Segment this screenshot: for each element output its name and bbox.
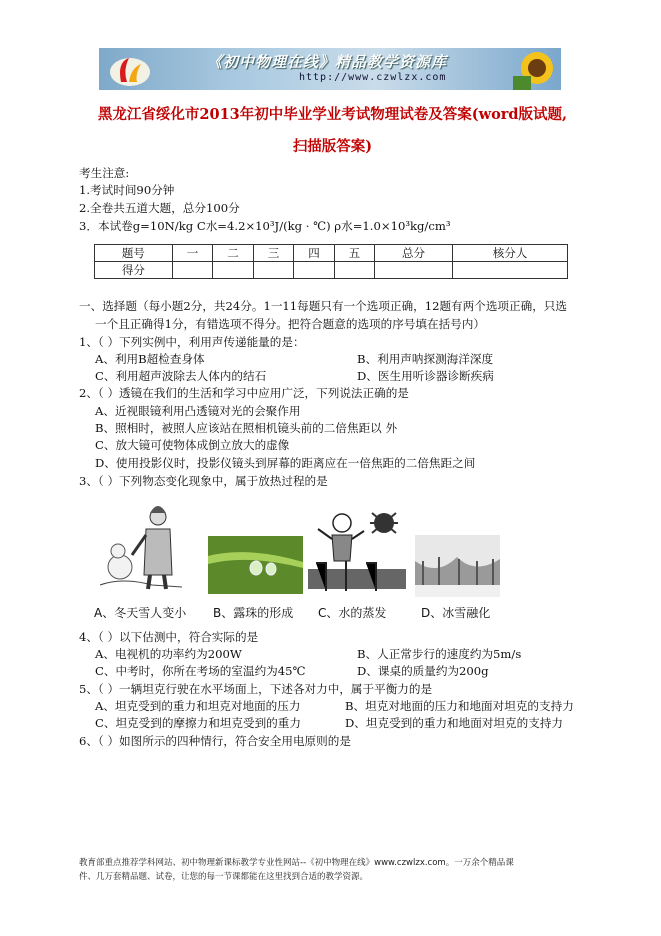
score-table-header: 核分人: [452, 245, 567, 262]
score-cell: [172, 262, 212, 279]
q1-option-a: A、利用B超检查身体: [95, 352, 205, 366]
q4-option-b: B、人正常步行的速度约为5m/s: [357, 647, 522, 661]
score-table-row: [95, 262, 568, 279]
q2-option-c: C、放大镜可使物体成倒立放大的虚像: [95, 438, 290, 452]
doc-title-line1: 黑龙江省绥化市2013年初中毕业学业考试物理试卷及答案(word版试题,: [97, 106, 568, 123]
score-table-header: 二: [213, 245, 253, 262]
q4-option-d: D、课桌的质量约为200g: [357, 664, 489, 678]
notice-item-2: 2.全卷共五道大题，总分100分: [79, 201, 240, 215]
score-table-header: 四: [294, 245, 334, 262]
snowman-figure: [92, 495, 184, 595]
q3-caption-c: C、水的蒸发: [318, 606, 387, 620]
q5-option-a: A、坦克受到的重力和坦克对地面的压力: [95, 699, 301, 713]
score-cell: [213, 262, 253, 279]
q1-option-d: D、医生用听诊器诊断疾病: [357, 369, 494, 383]
score-table-header-row: [95, 245, 568, 262]
q4-option-a: A、电视机的功率约为200W: [95, 647, 242, 661]
site-logo-icon: [107, 52, 153, 88]
q2-stem: 2、（ ）透镜在我们的生活和学习中应用广泛，下列说法正确的是: [79, 386, 409, 400]
site-banner: [99, 48, 561, 90]
q3-caption-d: D、冰雪融化: [421, 606, 491, 620]
q6-stem: 6、（ ）如图所示的四种情行，符合安全用电原则的是: [79, 734, 351, 748]
notice-item-1: 1.考试时间90分钟: [79, 183, 175, 197]
sunflower-icon: [507, 48, 557, 90]
ice-snow-melting-figure: [415, 535, 500, 597]
q5-option-d: D、坦克受到的重力和地面对坦克的支持力: [345, 716, 563, 730]
q5-stem: 5、（ ）一辆坦克行驶在水平场面上，下述各对力中，属于平衡力的是: [79, 682, 433, 696]
score-table-header: 五: [334, 245, 374, 262]
footer-line1: 教育部重点推荐学科网站、初中物理新课标教学专业性网站--《初中物理在线》www.czwlzx.com。一万余个精品课: [79, 858, 514, 868]
score-table-header: 总分: [375, 245, 453, 262]
q1-stem: 1、（ ）下列实例中，利用声传递能量的是：: [79, 335, 305, 349]
q1-option-b: B、利用声呐探测海洋深度: [357, 352, 494, 366]
score-cell: [253, 262, 293, 279]
q5-option-c: C、坦克受到的摩擦力和坦克受到的重力: [95, 716, 301, 730]
page-footer: [79, 856, 589, 884]
score-table-header: 一: [172, 245, 212, 262]
q2-option-b: B、照相时，被照人应该站在照相机镜头前的二倍焦距以 外: [95, 421, 398, 435]
banner-title: 《初中物理在线》精品教学资源库: [207, 53, 448, 71]
score-cell: [294, 262, 334, 279]
q2-option-d: D、使用投影仪时，投影仪镜头到屏幕的距离应在一倍焦距的二倍焦距之间: [95, 456, 476, 470]
notice-item-3: 3．本试卷g=10N/kg C水=4.2×10³J/(kg · ℃) ρ水=1.0×10³kg/cm³: [79, 219, 451, 233]
section1-intro-line2: 一个且正确得1分，有错选项不得分。把符合题意的选项的序号填在括号内）: [95, 317, 485, 331]
q3-caption-a: A、冬天雪人变小: [94, 606, 187, 620]
score-cell: [452, 262, 567, 279]
score-table: [94, 244, 568, 279]
q2-option-a: A、近视眼镜利用凸透镜对光的会聚作用: [95, 404, 301, 418]
q4-stem: 4、（ ）以下估测中，符合实际的是: [79, 630, 259, 644]
score-cell: [334, 262, 374, 279]
score-table-header: 题号: [95, 245, 173, 262]
doc-title-line2: 扫描版答案): [292, 138, 373, 155]
q3-caption-b: B、露珠的形成: [213, 606, 294, 620]
q1-option-c: C、利用超声波除去人体内的结石: [95, 369, 267, 383]
score-table-header: 三: [253, 245, 293, 262]
notice-heading: 考生注意:: [79, 166, 130, 180]
score-row-label: 得分: [95, 262, 173, 279]
q5-option-b: B、坦克对地面的压力和地面对坦克的支持力: [345, 699, 574, 713]
water-evaporation-figure: [306, 503, 408, 597]
q4-option-c: C、中考时，你所在考场的室温约为45℃: [95, 664, 306, 678]
dewdrop-figure: [208, 536, 303, 594]
q3-stem: 3、（ ）下列物态变化现象中，属于放热过程的是: [79, 474, 328, 488]
score-cell: [375, 262, 453, 279]
section1-intro-line1: 一、选择题（每小题2分，共24分。1一11每题只有一个选项正确，12题有两个选项正确，只选: [79, 299, 567, 313]
footer-line2: 件、几万套精品题、试卷，让您的每一节课都能在这里找到合适的教学资源。: [79, 872, 369, 882]
banner-url[interactable]: http://www.czwlzx.com: [299, 72, 447, 83]
